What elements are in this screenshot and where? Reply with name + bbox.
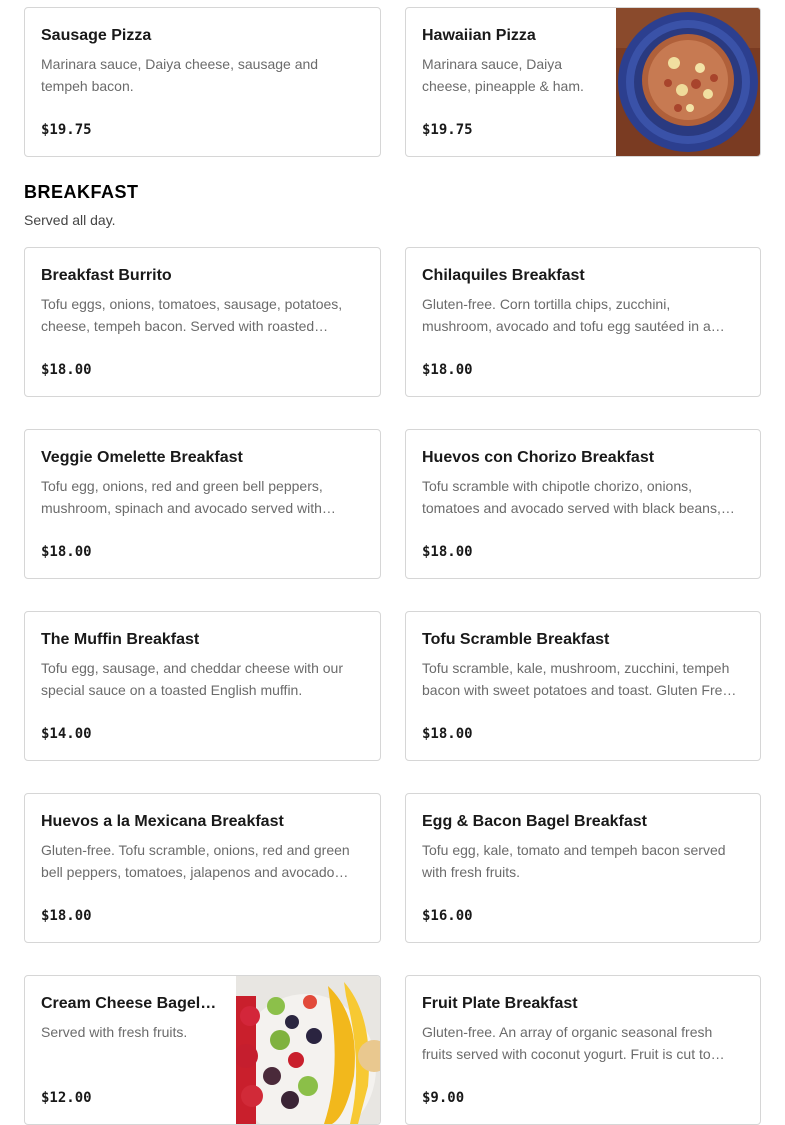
menu-item-description: Gluten-free. An array of organic seasonal fresh fruits served with coconut yogurt. Fruit is cut to… <box>422 1024 725 1062</box>
menu-item-description: Tofu egg, sausage, and cheddar cheese with our special sauce on a toasted English muffin. <box>41 660 343 698</box>
section-title: BREAKFAST <box>24 182 139 202</box>
menu-item-title: Sausage Pizza <box>41 27 152 44</box>
menu-item-body <box>422 812 744 883</box>
menu-item-description: Served with fresh fruits. <box>41 1024 188 1040</box>
menu-item-card[interactable] <box>24 975 381 1125</box>
menu-item-price: $18.00 <box>422 544 473 560</box>
menu-item-body <box>41 448 364 519</box>
menu-item-body <box>41 812 364 883</box>
menu-item-title: Chilaquiles Breakfast <box>422 267 585 284</box>
menu-item-body <box>41 26 364 97</box>
menu-item-body <box>422 630 744 701</box>
menu-item-title: Cream Cheese Bagel… <box>41 995 217 1012</box>
menu-item-price: $18.00 <box>422 362 473 378</box>
menu-item-title: Egg & Bacon Bagel Breakfast <box>422 813 647 830</box>
menu-item-description: Marinara sauce, Daiya cheese, sausage and tempeh bacon. <box>41 56 319 94</box>
menu-item-body <box>422 26 600 97</box>
menu-item-price: $18.00 <box>41 362 92 378</box>
menu-item-price: $19.75 <box>422 122 473 138</box>
menu-item-description: Gluten-free. Tofu scramble, onions, red and green bell peppers, tomatoes, jalapenos and avocado… <box>41 842 350 880</box>
menu-item-card[interactable] <box>24 429 381 579</box>
menu-item-price: $12.00 <box>41 1090 92 1106</box>
menu-item-title: Hawaiian Pizza <box>422 27 536 44</box>
menu-item-card[interactable] <box>405 611 761 761</box>
menu-item-title: Breakfast Burrito <box>41 267 172 284</box>
menu-item-title: Tofu Scramble Breakfast <box>422 631 610 648</box>
menu-item-description: Tofu egg, kale, tomato and tempeh bacon served with fresh fruits. <box>422 842 726 880</box>
menu-item-card[interactable] <box>405 247 761 397</box>
menu-item-card[interactable] <box>24 7 381 157</box>
pizza-items-grid <box>24 7 761 157</box>
menu-item-description: Tofu scramble, kale, mushroom, zucchini, tempeh bacon with sweet potatoes and toast. Gluten Fre… <box>422 660 737 698</box>
menu-item-body <box>422 994 744 1065</box>
menu-item-title: The Muffin Breakfast <box>41 631 200 648</box>
menu-item-body <box>41 266 364 337</box>
menu-item-price: $18.00 <box>41 908 92 924</box>
menu-item-price: $19.75 <box>41 122 92 138</box>
menu-item-price: $18.00 <box>422 726 473 742</box>
menu-item-body <box>41 630 364 701</box>
menu-item-description: Tofu scramble with chipotle chorizo, onions, tomatoes and avocado served with black beans,… <box>422 478 735 516</box>
menu-item-body <box>422 448 744 519</box>
fruit-bowl-photo <box>236 976 380 1124</box>
menu-item-body <box>41 994 220 1065</box>
menu-item-price: $9.00 <box>422 1090 465 1106</box>
menu-item-title: Fruit Plate Breakfast <box>422 995 578 1012</box>
section-subtitle: Served all day. <box>24 212 116 228</box>
menu-item-price: $16.00 <box>422 908 473 924</box>
menu-item-card[interactable] <box>405 429 761 579</box>
menu-item-price: $18.00 <box>41 544 92 560</box>
menu-item-description: Tofu eggs, onions, tomatoes, sausage, potatoes, cheese, tempeh bacon. Served with roasted… <box>41 296 343 334</box>
hawaiian-pizza-photo <box>616 8 760 156</box>
menu-item-card[interactable] <box>405 793 761 943</box>
menu-item-title: Veggie Omelette Breakfast <box>41 449 243 466</box>
menu-item-title: Huevos a la Mexicana Breakfast <box>41 813 284 830</box>
breakfast-items-grid <box>24 247 761 1125</box>
menu-item-description: Tofu egg, onions, red and green bell peppers, mushroom, spinach and avocado served with… <box>41 478 336 516</box>
menu-item-card[interactable] <box>405 975 761 1125</box>
menu-item-card[interactable] <box>24 611 381 761</box>
menu-item-card[interactable] <box>24 247 381 397</box>
menu-item-description: Marinara sauce, Daiya cheese, pineapple & ham. <box>422 56 584 94</box>
menu-item-card[interactable] <box>24 793 381 943</box>
menu-item-body <box>422 266 744 337</box>
menu-item-card[interactable] <box>405 7 761 157</box>
menu-item-description: Gluten-free. Corn tortilla chips, zucchini, mushroom, avocado and tofu egg sautéed in a… <box>422 296 725 334</box>
menu-item-title: Huevos con Chorizo Breakfast <box>422 449 655 466</box>
menu-item-price: $14.00 <box>41 726 92 742</box>
